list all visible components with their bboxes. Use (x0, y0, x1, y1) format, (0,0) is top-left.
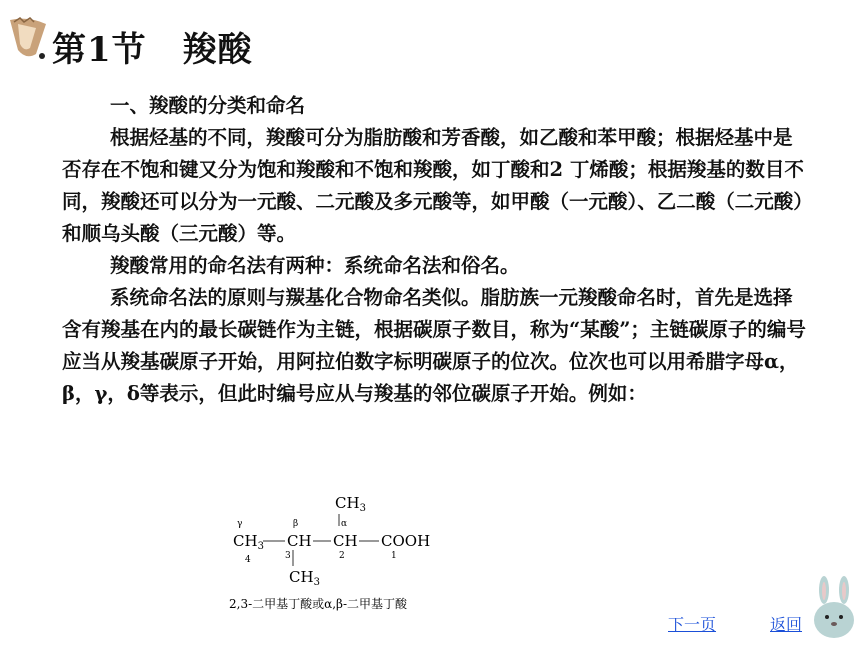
number-4: 4 (245, 555, 251, 565)
topic-label: 羧酸 (182, 30, 253, 70)
bunny-icon (810, 574, 858, 640)
greek-alpha: α (341, 519, 348, 529)
formula-caption: 2,3-二甲基丁酸或α,β-二甲基丁酸 (229, 597, 408, 611)
chain-ch3: $CH_3$ (233, 532, 264, 552)
chain-ch-3: CH (287, 532, 312, 550)
paragraph-systematic-naming: 系统命名法的原则与羰基化合物命名类似。脂肪族一元羧酸命名时，首先是选择含有羧基在内的最长碳链作为主链，根据碳原子数目，称为“某酸”；主链碳原子的编号应当从羧基碳原子开始，用阿拉伯数字标明碳原子的位次。位次也可以用希腊字母α，β，γ，δ等表示，但此时编号应从与羧基的邻位碳原子开始。例如： (62, 286, 806, 405)
next-page-link[interactable]: 下一页 (668, 615, 717, 634)
paragraph-naming-methods: 羧酸常用的命名法有两种：系统命名法和俗名。 (110, 254, 520, 277)
main-content (62, 90, 810, 410)
bottom-methyl: $CH_3$ (289, 568, 320, 588)
number-2: 2 (339, 551, 345, 561)
page-title (52, 22, 253, 71)
top-methyl: $CH_3$ (335, 494, 366, 514)
back-link[interactable]: 返回 (770, 615, 803, 634)
section-label: 第1节 (52, 30, 147, 70)
structural-formula (225, 492, 455, 620)
chain-ch-2: CH (333, 532, 358, 550)
greek-beta: β (293, 519, 299, 529)
chain-cooh: COOH (381, 532, 431, 550)
number-3: 3 (285, 551, 291, 561)
number-1: 1 (391, 551, 397, 561)
section-heading: 一、羧酸的分类和命名 (110, 94, 306, 117)
hedgehog-icon (6, 14, 50, 62)
paragraph-classification: 根据烃基的不同，羧酸可分为脂肪酸和芳香酸，如乙酸和苯甲酸；根据烃基中是否存在不饱和键又分为饱和羧酸和不饱和羧酸，如丁酸和2 丁烯酸；根据羧基的数目不同，羧酸还可以分为一元酸、二元酸及多元酸等，如甲酸（一元酸）、乙二酸（二元酸）和顺乌头酸（三元酸）等。 (62, 126, 804, 245)
greek-gamma: γ (237, 519, 243, 529)
